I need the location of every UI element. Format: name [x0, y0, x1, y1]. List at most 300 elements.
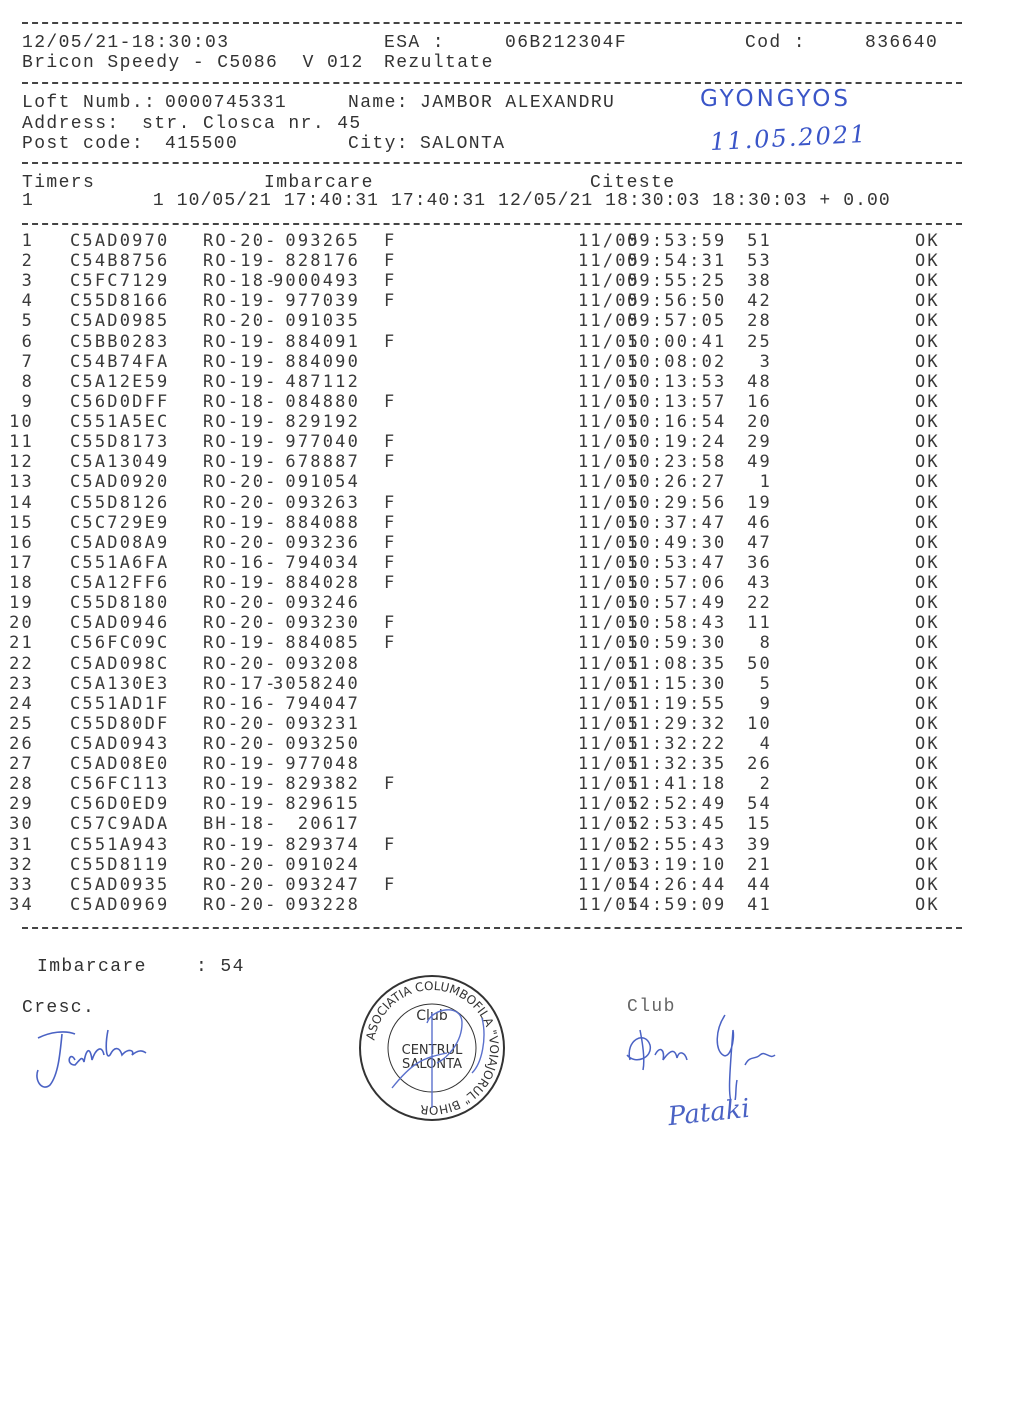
ring-prefix: RO-17- — [203, 673, 278, 694]
arrival-date: 11/05 — [578, 371, 641, 392]
ring-id: C5AD08E0 — [70, 754, 170, 775]
status: OK — [915, 311, 940, 332]
row-index: 13 — [9, 472, 34, 493]
ring-id: C5AD0970 — [70, 231, 170, 251]
divider — [22, 162, 962, 164]
table-row — [0, 392, 1000, 412]
ring-suffix: F — [384, 271, 397, 292]
table-row — [0, 493, 1000, 513]
ring-prefix: RO-19- — [203, 452, 278, 473]
arrival-date: 11/05 — [578, 593, 641, 614]
ring-id: C5A12FF6 — [70, 573, 170, 594]
status: OK — [915, 814, 940, 835]
table-row — [0, 372, 1000, 392]
table-row — [0, 774, 1000, 794]
position: 46 — [747, 512, 772, 533]
row-index: 20 — [9, 613, 34, 634]
arrival-time: 10:13:53 — [627, 371, 727, 392]
ring-id: C56FC113 — [70, 774, 170, 795]
imbarcare-total-value: : 54 — [196, 957, 245, 977]
imbarcare-label: Imbarcare — [264, 173, 374, 193]
row-index: 7 — [21, 351, 34, 372]
arrival-time: 14:26:44 — [627, 874, 727, 895]
ring-prefix: RO-19- — [203, 754, 278, 775]
ring-id: C5A12E59 — [70, 371, 170, 392]
ring-prefix: RO-19- — [203, 351, 278, 372]
report-title: Rezultate — [384, 53, 494, 73]
stamp-outer-text: ASOCIATIA COLUMBOFILA "VOIAJORUL" BIHOR — [363, 978, 502, 1118]
table-row — [0, 352, 1000, 372]
table-row — [0, 251, 1000, 271]
arrival-time: 10:57:06 — [627, 573, 727, 594]
ring-suffix: F — [384, 834, 397, 855]
ring-prefix: RO-20- — [203, 713, 278, 734]
status: OK — [915, 673, 940, 694]
position: 8 — [759, 633, 772, 654]
arrival-date: 11/05 — [578, 351, 641, 372]
arrival-date: 11/05 — [578, 492, 641, 513]
ring-number: 093208 — [285, 653, 360, 674]
device-info: Bricon Speedy - C5086 V 012 — [22, 53, 364, 73]
arrival-date: 11/05 — [578, 291, 641, 312]
status: OK — [915, 331, 940, 352]
arrival-date: 11/05 — [578, 613, 641, 634]
arrival-time: 10:58:43 — [627, 613, 727, 634]
ring-id: C5C729E9 — [70, 512, 170, 533]
arrival-time: 10:16:54 — [627, 412, 727, 433]
position: 15 — [747, 814, 772, 835]
ring-number: 093231 — [285, 713, 360, 734]
cod-label: Cod : — [745, 33, 807, 53]
ring-suffix: F — [384, 774, 397, 795]
position: 25 — [747, 331, 772, 352]
arrival-date: 11/05 — [578, 734, 641, 754]
arrival-time: 11:29:32 — [627, 713, 727, 734]
city-value: SALONTA — [420, 134, 506, 154]
ring-suffix: F — [384, 512, 397, 533]
status: OK — [915, 472, 940, 493]
ring-number: 678887 — [285, 452, 360, 473]
ring-number: 884088 — [285, 512, 360, 533]
status: OK — [915, 412, 940, 433]
ring-id: C56D0ED9 — [70, 794, 170, 815]
ring-prefix: RO-16- — [203, 552, 278, 573]
ring-prefix: RO-19- — [203, 331, 278, 352]
row-index: 18 — [9, 573, 34, 594]
status: OK — [915, 492, 940, 513]
club-label: Club — [627, 997, 676, 1017]
row-index: 2 — [21, 251, 34, 272]
table-row — [0, 855, 1000, 875]
ring-prefix: RO-19- — [203, 774, 278, 795]
ring-number: 084880 — [285, 391, 360, 412]
ring-id: C55D80DF — [70, 713, 170, 734]
arrival-time: 10:29:56 — [627, 492, 727, 513]
row-index: 25 — [9, 713, 34, 734]
position: 11 — [747, 613, 772, 634]
name-label: Name: — [348, 93, 410, 113]
arrival-date: 11/05 — [578, 331, 641, 352]
arrival-time: 12:53:45 — [627, 814, 727, 835]
row-index: 14 — [9, 492, 34, 513]
table-row — [0, 332, 1000, 352]
status: OK — [915, 552, 940, 573]
table-row — [0, 674, 1000, 694]
status: OK — [915, 894, 940, 915]
arrival-time: 09:54:31 — [627, 251, 727, 272]
position: 38 — [747, 271, 772, 292]
ring-suffix: F — [384, 291, 397, 312]
arrival-date: 11/05 — [578, 633, 641, 654]
status: OK — [915, 271, 940, 292]
arrival-time: 14:59:09 — [627, 894, 727, 915]
status: OK — [915, 693, 940, 714]
status: OK — [915, 593, 940, 614]
ring-prefix: RO-18- — [203, 271, 278, 292]
ring-number: 487112 — [285, 371, 360, 392]
ring-prefix: RO-20- — [203, 854, 278, 875]
arrival-date: 11/05 — [578, 391, 641, 412]
club-signature — [615, 1010, 815, 1100]
loft-value: 0000745331 — [165, 93, 288, 113]
ring-suffix: F — [384, 532, 397, 553]
arrival-time: 09:53:59 — [627, 231, 727, 251]
position: 29 — [747, 432, 772, 453]
cresc-label: Cresc. — [22, 998, 96, 1018]
ring-number: 884028 — [285, 573, 360, 594]
divider — [22, 22, 962, 24]
arrival-date: 11/05 — [578, 573, 641, 594]
ring-number: 829374 — [285, 834, 360, 855]
table-row — [0, 875, 1000, 895]
arrival-date: 11/05 — [578, 814, 641, 835]
row-index: 34 — [9, 894, 34, 915]
status: OK — [915, 432, 940, 453]
ring-suffix: F — [384, 492, 397, 513]
arrival-time: 09:57:05 — [627, 311, 727, 332]
ring-id: C5AD0969 — [70, 894, 170, 915]
ring-suffix: F — [384, 613, 397, 634]
ring-number: 977039 — [285, 291, 360, 312]
stamp-line-1: CENTRUL — [401, 1043, 463, 1058]
ring-prefix: RO-20- — [203, 613, 278, 634]
arrival-date: 11/05 — [578, 231, 641, 251]
status: OK — [915, 754, 940, 775]
arrival-time: 10:26:27 — [627, 472, 727, 493]
divider — [22, 223, 962, 225]
ring-prefix: RO-20- — [203, 874, 278, 895]
ring-prefix: RO-20- — [203, 894, 278, 915]
status: OK — [915, 251, 940, 272]
ring-number: 884091 — [285, 331, 360, 352]
ring-id: C5AD0985 — [70, 311, 170, 332]
name-value: JAMBOR ALEXANDRU — [420, 93, 616, 113]
ring-id: C5AD0935 — [70, 874, 170, 895]
status: OK — [915, 573, 940, 594]
ring-prefix: RO-19- — [203, 432, 278, 453]
arrival-time: 10:23:58 — [627, 452, 727, 473]
ring-number: 20617 — [297, 814, 360, 835]
row-index: 12 — [9, 452, 34, 473]
arrival-date: 11/05 — [578, 874, 641, 895]
position: 53 — [747, 251, 772, 272]
ring-id: C551A5EC — [70, 412, 170, 433]
row-index: 6 — [21, 331, 34, 352]
row-index: 8 — [21, 371, 34, 392]
arrival-date: 11/05 — [578, 452, 641, 473]
imbarcare-total-label: Imbarcare — [37, 957, 147, 977]
row-index: 32 — [9, 854, 34, 875]
table-row — [0, 593, 1000, 613]
position: 41 — [747, 894, 772, 915]
citeste-label: Citeste — [590, 173, 676, 193]
ring-id: C551AD1F — [70, 693, 170, 714]
esa-value: 06B212304F — [505, 33, 628, 53]
position: 19 — [747, 492, 772, 513]
ring-number: 093228 — [285, 894, 360, 915]
ring-number: 829615 — [285, 794, 360, 815]
ring-prefix: RO-19- — [203, 633, 278, 654]
position: 54 — [747, 794, 772, 815]
ring-prefix: RO-16- — [203, 693, 278, 714]
ring-number: 794047 — [285, 693, 360, 714]
ring-id: C5BB0283 — [70, 331, 170, 352]
table-row — [0, 694, 1000, 714]
row-index: 3 — [21, 271, 34, 292]
arrival-date: 11/05 — [578, 472, 641, 493]
arrival-time: 10:57:49 — [627, 593, 727, 614]
row-index: 19 — [9, 593, 34, 614]
status: OK — [915, 452, 940, 473]
ring-id: C5A13049 — [70, 452, 170, 473]
arrival-date: 11/05 — [578, 512, 641, 533]
ring-prefix: RO-19- — [203, 371, 278, 392]
arrival-date: 11/05 — [578, 713, 641, 734]
status: OK — [915, 734, 940, 754]
arrival-time: 10:13:57 — [627, 391, 727, 412]
ring-id: C5FC7129 — [70, 271, 170, 292]
arrival-date: 11/05 — [578, 854, 641, 875]
status: OK — [915, 633, 940, 654]
city-label: City: — [348, 134, 410, 154]
table-row — [0, 654, 1000, 674]
row-index: 15 — [9, 512, 34, 533]
row-index: 4 — [21, 291, 34, 312]
ring-suffix: F — [384, 552, 397, 573]
ring-prefix: RO-20- — [203, 231, 278, 251]
ring-id: C5AD0920 — [70, 472, 170, 493]
address-label: Address: — [22, 114, 120, 134]
ring-id: C55D8173 — [70, 432, 170, 453]
position: 3 — [759, 351, 772, 372]
arrival-time: 10:59:30 — [627, 633, 727, 654]
ring-id: C5AD08A9 — [70, 532, 170, 553]
ring-number: 884085 — [285, 633, 360, 654]
ring-id: C56FC09C — [70, 633, 170, 654]
position: 20 — [747, 412, 772, 433]
row-index: 16 — [9, 532, 34, 553]
status: OK — [915, 653, 940, 674]
ring-suffix: F — [384, 231, 397, 251]
ring-number: 828176 — [285, 251, 360, 272]
arrival-date: 11/05 — [578, 673, 641, 694]
status: OK — [915, 613, 940, 634]
ring-prefix: RO-18- — [203, 391, 278, 412]
ring-id: C56D0DFF — [70, 391, 170, 412]
arrival-time: 09:56:50 — [627, 291, 727, 312]
table-row — [0, 432, 1000, 452]
esa-label: ESA : — [384, 33, 446, 53]
status: OK — [915, 231, 940, 251]
ring-id: C5AD0946 — [70, 613, 170, 634]
status: OK — [915, 371, 940, 392]
ring-number: 829192 — [285, 412, 360, 433]
ring-number: 091054 — [285, 472, 360, 493]
position: 43 — [747, 573, 772, 594]
ring-id: C55D8180 — [70, 593, 170, 614]
status: OK — [915, 291, 940, 312]
arrival-date: 11/05 — [578, 271, 641, 292]
table-row — [0, 613, 1000, 633]
ring-prefix: RO-19- — [203, 573, 278, 594]
ring-id: C5AD0943 — [70, 734, 170, 754]
position: 16 — [747, 391, 772, 412]
ring-prefix: RO-20- — [203, 532, 278, 553]
ring-suffix: F — [384, 874, 397, 895]
stamp-line-2: SALONTA — [402, 1057, 462, 1072]
ring-prefix: RO-19- — [203, 291, 278, 312]
status: OK — [915, 512, 940, 533]
ring-number: 091024 — [285, 854, 360, 875]
row-index: 26 — [9, 734, 34, 754]
position: 1 — [759, 472, 772, 493]
position: 22 — [747, 593, 772, 614]
row-index: 1 — [21, 231, 34, 251]
table-row — [0, 271, 1000, 291]
ring-id: C57C9ADA — [70, 814, 170, 835]
arrival-date: 11/05 — [578, 552, 641, 573]
ring-id: C551A6FA — [70, 552, 170, 573]
position: 39 — [747, 834, 772, 855]
status: OK — [915, 391, 940, 412]
table-row — [0, 553, 1000, 573]
ring-id: C55D8126 — [70, 492, 170, 513]
position: 5 — [759, 673, 772, 694]
status: OK — [915, 874, 940, 895]
ring-prefix: RO-20- — [203, 311, 278, 332]
ring-suffix: F — [384, 391, 397, 412]
status: OK — [915, 713, 940, 734]
divider — [22, 927, 962, 929]
divider — [22, 82, 962, 84]
position: 36 — [747, 552, 772, 573]
table-row — [0, 311, 1000, 331]
arrival-time: 11:41:18 — [627, 774, 727, 795]
position: 21 — [747, 854, 772, 875]
ring-number: 9000493 — [272, 271, 360, 292]
status: OK — [915, 854, 940, 875]
status: OK — [915, 794, 940, 815]
loft-label: Loft Numb.: — [22, 93, 157, 113]
arrival-time: 11:15:30 — [627, 673, 727, 694]
handwritten-date: 11.05.2021 — [709, 119, 869, 157]
association-stamp — [352, 968, 512, 1128]
row-index: 24 — [9, 693, 34, 714]
table-row — [0, 734, 1000, 754]
position: 10 — [747, 713, 772, 734]
ring-number: 884090 — [285, 351, 360, 372]
position: 2 — [759, 774, 772, 795]
position: 28 — [747, 311, 772, 332]
arrival-time: 11:32:35 — [627, 754, 727, 775]
ring-prefix: RO-20- — [203, 492, 278, 513]
arrival-date: 11/05 — [578, 251, 641, 272]
arrival-date: 11/05 — [578, 311, 641, 332]
table-row — [0, 533, 1000, 553]
ring-prefix: RO-20- — [203, 593, 278, 614]
row-index: 33 — [9, 874, 34, 895]
arrival-time: 10:37:47 — [627, 512, 727, 533]
fancier-signature — [20, 1020, 170, 1100]
table-row — [0, 895, 1000, 915]
position: 42 — [747, 291, 772, 312]
ring-id: C55D8119 — [70, 854, 170, 875]
status: OK — [915, 351, 940, 372]
ring-suffix: F — [384, 331, 397, 352]
arrival-time: 09:55:25 — [627, 271, 727, 292]
position: 44 — [747, 874, 772, 895]
row-index: 31 — [9, 834, 34, 855]
arrival-date: 11/05 — [578, 432, 641, 453]
row-index: 17 — [9, 552, 34, 573]
arrival-date: 11/05 — [578, 774, 641, 795]
table-row — [0, 835, 1000, 855]
row-index: 5 — [21, 311, 34, 332]
timers-label: Timers — [22, 173, 96, 193]
arrival-time: 11:32:22 — [627, 734, 727, 754]
ring-number: 093236 — [285, 532, 360, 553]
ring-number: 093230 — [285, 613, 360, 634]
ring-number: 093246 — [285, 593, 360, 614]
table-row — [0, 291, 1000, 311]
ring-prefix: RO-20- — [203, 653, 278, 674]
postcode-label: Post code: — [22, 134, 145, 154]
handwritten-place: GYONGYOS — [700, 86, 851, 112]
row-index: 9 — [21, 391, 34, 412]
position: 49 — [747, 452, 772, 473]
club-signature-name: Pataki — [666, 1093, 752, 1133]
ring-suffix: F — [384, 251, 397, 272]
arrival-date: 11/05 — [578, 754, 641, 775]
position: 26 — [747, 754, 772, 775]
table-row — [0, 714, 1000, 734]
table-row — [0, 231, 1000, 251]
ring-prefix: RO-19- — [203, 794, 278, 815]
ring-prefix: RO-20- — [203, 734, 278, 754]
arrival-date: 11/05 — [578, 532, 641, 553]
position: 4 — [759, 734, 772, 754]
table-row — [0, 794, 1000, 814]
stamp-inner-top: Club — [416, 1008, 448, 1024]
ring-number: 093263 — [285, 492, 360, 513]
arrival-time: 10:53:47 — [627, 552, 727, 573]
arrival-date: 11/05 — [578, 653, 641, 674]
position: 9 — [759, 693, 772, 714]
table-row — [0, 513, 1000, 533]
arrival-date: 11/05 — [578, 794, 641, 815]
status: OK — [915, 532, 940, 553]
ring-number: 794034 — [285, 552, 360, 573]
